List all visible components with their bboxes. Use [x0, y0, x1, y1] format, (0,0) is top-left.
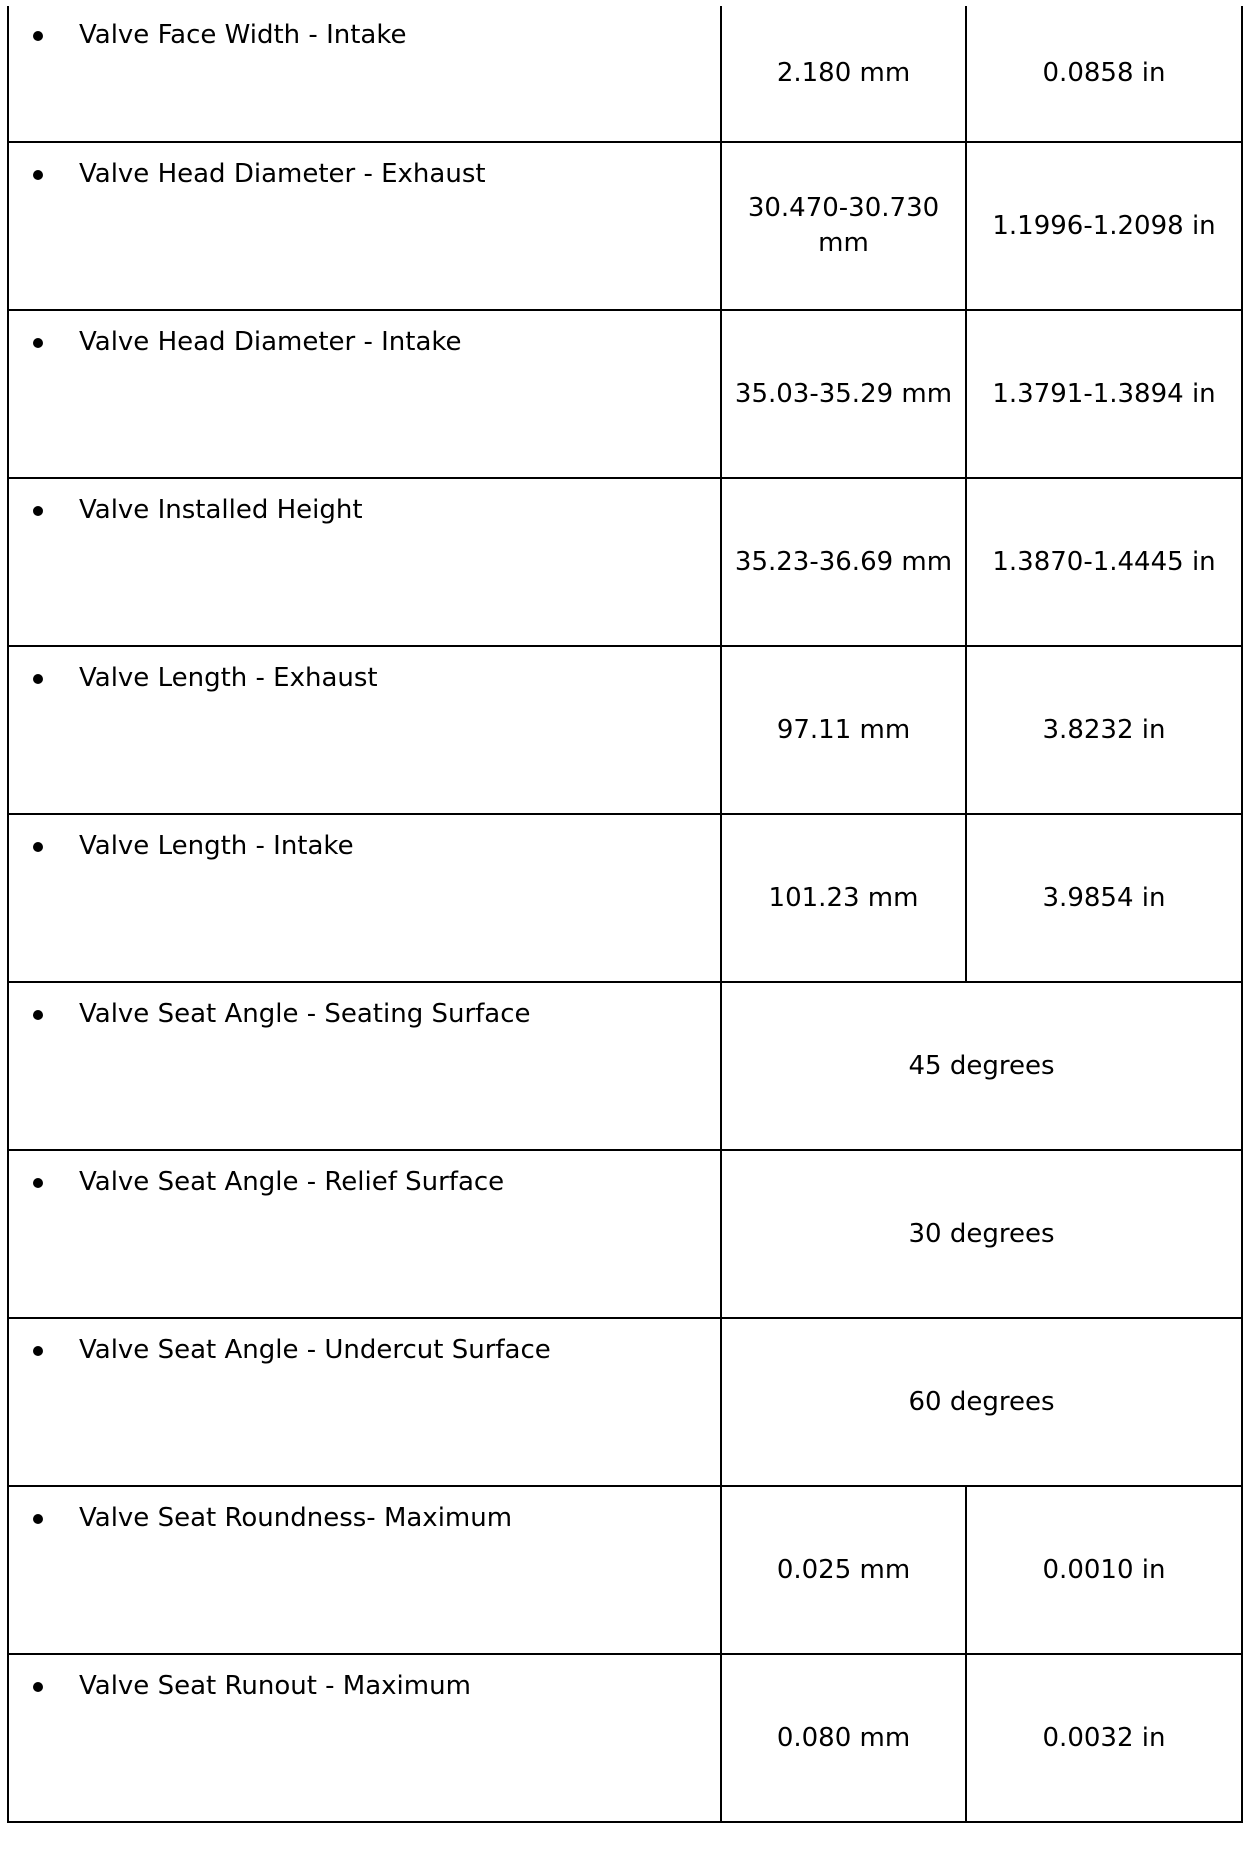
bullet-icon: [33, 1682, 43, 1692]
imperial-value: 0.0010 in: [966, 1486, 1242, 1654]
bullet-icon: [33, 1514, 43, 1524]
imperial-value: 1.3870-1.4445 in: [966, 478, 1242, 646]
parameter-cell: [8, 982, 721, 1150]
parameter-label: Valve Head Diameter - Exhaust: [79, 159, 486, 189]
parameter-cell: [8, 646, 721, 814]
table-row: [8, 1486, 1242, 1654]
parameter-cell: [8, 142, 721, 310]
parameter-cell: [8, 6, 721, 142]
table-row: [8, 1150, 1242, 1318]
parameter-label: Valve Installed Height: [79, 495, 363, 525]
table-row: [8, 814, 1242, 982]
bullet-icon: [33, 842, 43, 852]
parameter-cell: [8, 478, 721, 646]
parameter-label: Valve Head Diameter - Intake: [79, 327, 462, 357]
metric-value: 2.180 mm: [721, 6, 966, 142]
bullet-icon: [33, 170, 43, 180]
combined-value: 30 degrees: [721, 1150, 1242, 1318]
parameter-cell: [8, 1486, 721, 1654]
parameter-cell: [8, 1318, 721, 1486]
table-row: [8, 646, 1242, 814]
imperial-value: 0.0032 in: [966, 1654, 1242, 1822]
imperial-value: 3.9854 in: [966, 814, 1242, 982]
table-row: [8, 1318, 1242, 1486]
table-row: [8, 982, 1242, 1150]
parameter-label: Valve Face Width - Intake: [79, 20, 407, 50]
metric-value: 30.470-30.730 mm: [721, 142, 966, 310]
bullet-icon: [33, 31, 43, 41]
imperial-value: 3.8232 in: [966, 646, 1242, 814]
metric-value: 101.23 mm: [721, 814, 966, 982]
parameter-cell: [8, 814, 721, 982]
parameter-cell: [8, 1150, 721, 1318]
bullet-icon: [33, 1178, 43, 1188]
metric-value: 35.03-35.29 mm: [721, 310, 966, 478]
metric-value: 35.23-36.69 mm: [721, 478, 966, 646]
parameter-label: Valve Length - Exhaust: [79, 663, 378, 693]
imperial-value: 1.3791-1.3894 in: [966, 310, 1242, 478]
imperial-value: 1.1996-1.2098 in: [966, 142, 1242, 310]
parameter-cell: [8, 1654, 721, 1822]
valve-spec-table: [7, 6, 1243, 1823]
parameter-cell: [8, 310, 721, 478]
bullet-icon: [33, 338, 43, 348]
metric-value: 97.11 mm: [721, 646, 966, 814]
parameter-label: Valve Length - Intake: [79, 831, 354, 861]
table-row: [8, 310, 1242, 478]
combined-value: 60 degrees: [721, 1318, 1242, 1486]
parameter-label: Valve Seat Angle - Undercut Surface: [79, 1335, 551, 1365]
combined-value: 45 degrees: [721, 982, 1242, 1150]
bullet-icon: [33, 1346, 43, 1356]
bullet-icon: [33, 674, 43, 684]
parameter-label: Valve Seat Roundness- Maximum: [79, 1503, 513, 1533]
parameter-label: Valve Seat Angle - Relief Surface: [79, 1167, 505, 1197]
table-row: [8, 6, 1242, 142]
parameter-label: Valve Seat Runout - Maximum: [79, 1671, 471, 1701]
table-row: [8, 478, 1242, 646]
imperial-value: 0.0858 in: [966, 6, 1242, 142]
bullet-icon: [33, 1010, 43, 1020]
table-row: [8, 1654, 1242, 1822]
metric-value: 0.025 mm: [721, 1486, 966, 1654]
metric-value: 0.080 mm: [721, 1654, 966, 1822]
table-row: [8, 142, 1242, 310]
bullet-icon: [33, 506, 43, 516]
parameter-label: Valve Seat Angle - Seating Surface: [79, 999, 531, 1029]
